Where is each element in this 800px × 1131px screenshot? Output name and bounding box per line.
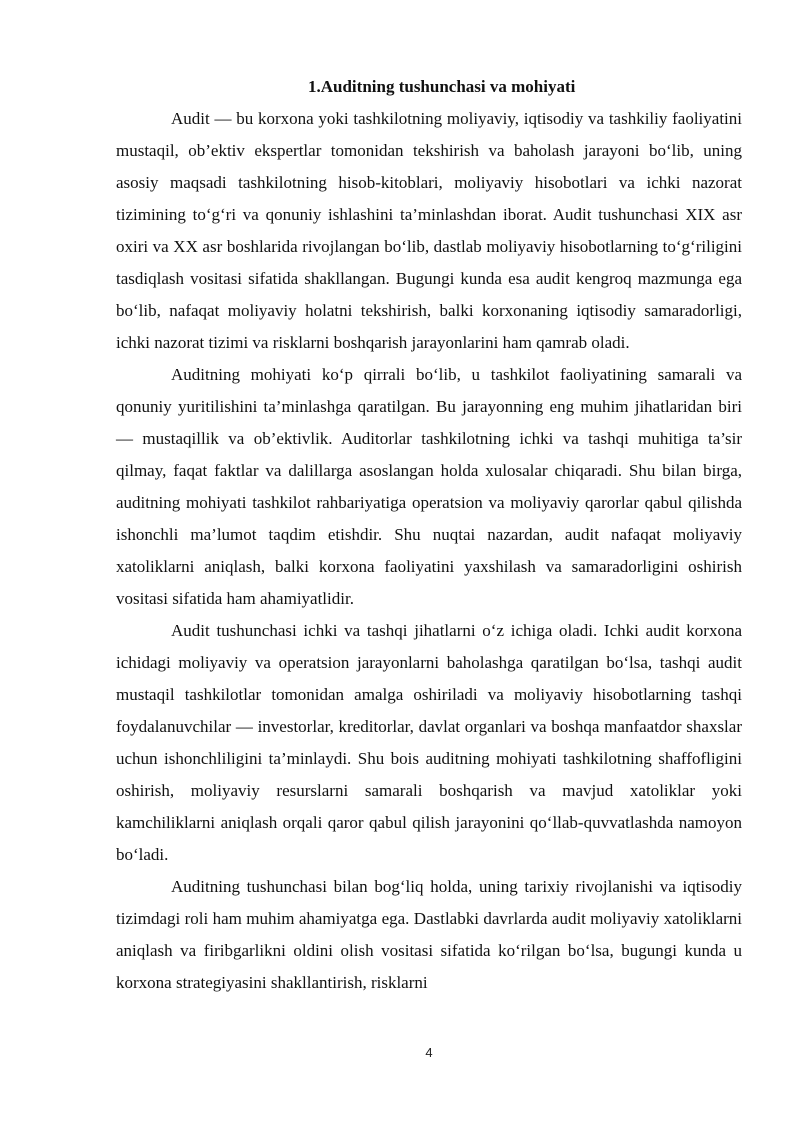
document-page — [116, 71, 742, 999]
paragraph-4: Auditning tushunchasi bilan bog‘liq holda, uning tarixiy rivojlanishi va iqtisodiy tizimdagi roli ham muhim ahamiyatga ega. Dastlabki davrlarda audit moliyaviy xatoliklarni aniqlash va firibgarlikni oldini olish vositasi sifatida ko‘rilgan bo‘lsa, bugungi kunda u korxona strategiyasini shakllantirish, risklarni — [116, 877, 742, 992]
paragraph-3: Audit tushunchasi ichki va tashqi jihatlarni o‘z ichiga oladi. Ichki audit korxona ichidagi moliyaviy va operatsion jarayonlarni baholashga qaratilgan bo‘lsa, tashqi audit mustaqil tashkilotlar tomonidan amalga oshiriladi va moliyaviy hisobotlarning tashqi foydalanuvchilar — investorlar, kreditorlar, davlat organlari va boshqa manfaatdor shaxslar uchun ishonchliligini ta’minlaydi. Shu bois auditning mohiyati tashkilotning shaffofligini oshirish, moliyaviy resurslarni samarali boshqarish va mavjud xatoliklar yoki kamchiliklarni aniqlash orqali qaror qabul qilish jarayonini qo‘llab-quvvatlashda namoyon bo‘ladi. — [116, 621, 742, 864]
paragraph-1: Audit — bu korxona yoki tashkilotning moliyaviy, iqtisodiy va tashkiliy faoliyatini mustaqil, ob’ektiv ekspertlar tomonidan tekshirish va baholash jarayoni bo‘lib, uning asosiy maqsadi tashkilotning hisob-kitoblari, moliyaviy hisobotlari va ichki nazorat tizimining to‘g‘ri va qonuniy ishlashini ta’minlashdan iborat. Audit tushunchasi XIX asr oxiri va XX asr boshlarida rivojlangan bo‘lib, dastlab moliyaviy hisobotlarning to‘g‘riligini tasdiqlash vositasi sifatida shakllangan. Bugungi kunda esa audit kengroq mazmunga ega bo‘lib, nafaqat moliyaviy holatni tekshirish, balki korxonaning iqtisodiy samaradorligi, ichki nazorat tizimi va risklarni boshqarish jarayonlarini ham qamrab oladi. — [116, 109, 742, 352]
paragraph-2: Auditning mohiyati ko‘p qirrali bo‘lib, u tashkilot faoliyatining samarali va qonuniy yuritilishini ta’minlashga qaratilgan. Bu jarayonning eng muhim jihatlaridan biri — mustaqillik va ob’ektivlik. Auditorlar tashkilotning ichki va tashqi muhitiga ta’sir qilmay, faqat faktlar va dalillarga asoslangan holda xulosalar chiqaradi. Shu bilan birga, auditning mohiyati tashkilot rahbariyatiga operatsion va moliyaviy qarorlar qabul qilishda ishonchli ma’lumot taqdim etishdir. Shu nuqtai nazardan, audit nafaqat moliyaviy xatoliklarni aniqlash, balki korxona faoliyatini yaxshilash va samaradorligini oshirish vositasi sifatida ham ahamiyatlidir. — [116, 365, 742, 608]
page-number: 4 — [425, 1045, 433, 1060]
section-title: 1.Auditning tushunchasi va mohiyati — [308, 77, 576, 96]
